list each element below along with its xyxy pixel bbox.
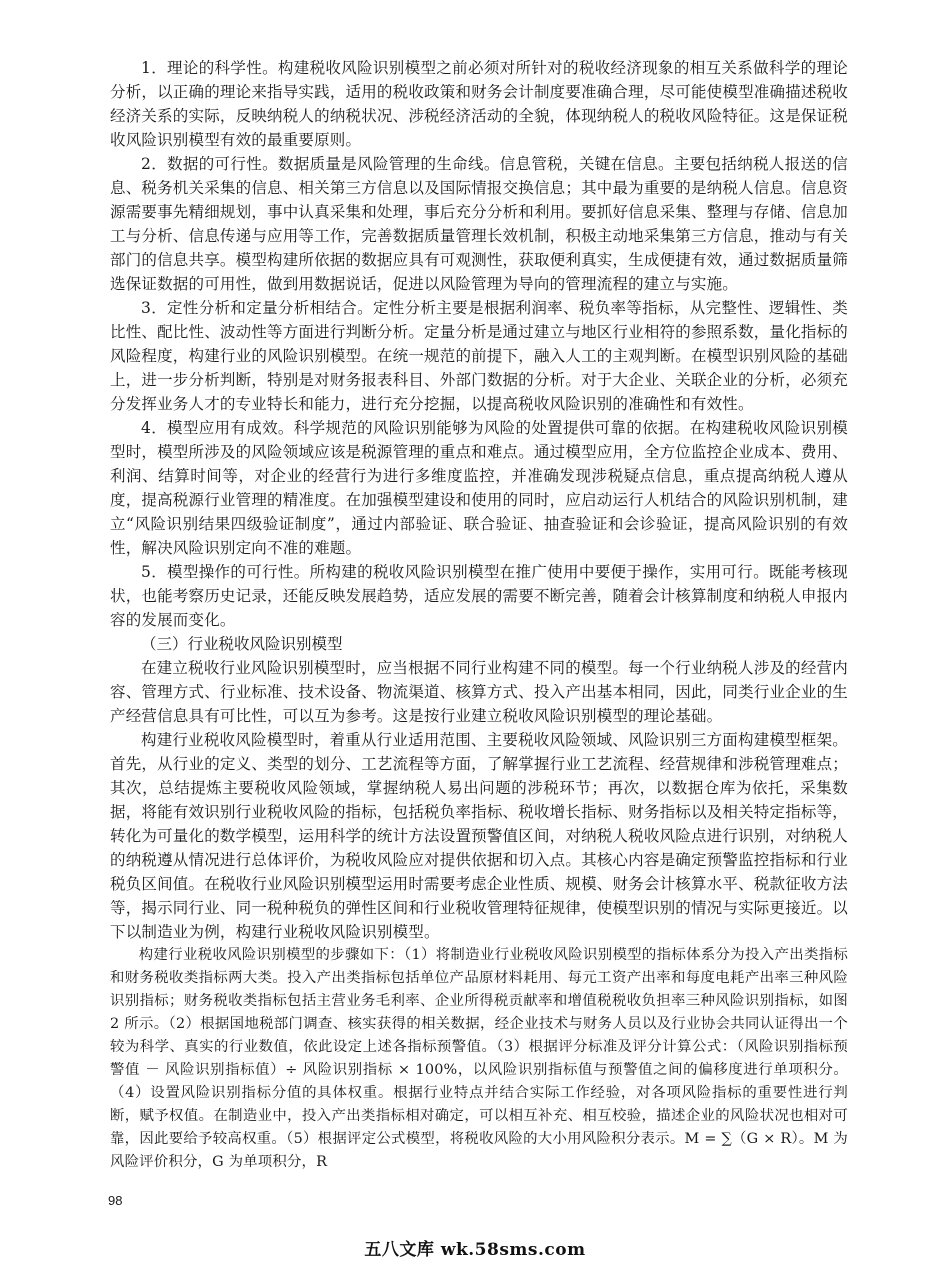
paragraph-industry-intro: 在建立税收行业风险识别模型时，应当根据不同行业构建不同的模型。每一个行业纳税人涉及的经营内容、管理方式、行业标准、技术设备、物流渠道、核算方式、投入产出基本相同，因此，同类行业企业的生产经营信息具有可比性，可以互为参考。这是按行业建立税收风险识别模型的理论基础。: [110, 659, 848, 725]
paragraph-principle-3: 3．定性分析和定量分析相结合。定性分析主要是根据利润率、税负率等指标，从完整性、逻辑性、类比性、配比性、波动性等方面进行判断分析。定量分析是通过建立与地区行业相符的参照系数，量化指标的风险程度，构建行业的风险识别模型。在统一规范的前提下，融入人工的主观判断。在模型识别风险的基础上，进一步分析判断，特别是对财务报表科目、外部门数据的分析。对于大企业、关联企业的分析，必须充分发挥业务人才的专业特长和能力，进行充分挖掘，以提高税收风险识别的准确性和有效性。: [110, 299, 848, 413]
paragraph-industry-steps: 构建行业税收风险识别模型的步骤如下：（1）将制造业行业税收风险识别模型的指标体系分为投入产出类指标和财务税收类指标两大类。投入产出类指标包括单位产品原材料耗用、每元工资产出率和每度电耗产出率三种风险识别指标；财务税收类指标包括主营业务毛利率、企业所得税贡献率和增值税税收负担率三种风险识别指标，如图 2 所示。（2）根据国地税部门调查、核实获得的相关数据，经企业技术与财务人员以及行业协会共同认证得出一个较为科学、真实的行业数值，依此设定上述各指标预警值。（3）根据评分标准及评分计算公式：（风险识别指标预警值 － 风险识别指标值）÷ 风险识别指标 × 100%，以风险识别指标值与预警值之间的偏移度进行单项积分。（4）设置风险识别指标分值的具体权重。根据行业特点并结合实际工作经验，对各项风险指标的重要性进行判断，赋予权值。在制造业中，投入产出类指标相对确定，可以相互补充、相互校验，描述企业的风险状况也相对可靠，因此要给予较高权重。（5）根据评定公式模型，将税收风险的大小用风险积分表示。M = ∑（G × R）。M 为风险评价积分，G 为单项积分，R: [110, 947, 848, 1170]
paragraph-principle-2: 2．数据的可行性。数据质量是风险管理的生命线。信息管税，关键在信息。主要包括纳税人报送的信息、税务机关采集的信息、相关第三方信息以及国际情报交换信息；其中最为重要的是纳税人信息。信息资源需要事先精细规划，事中认真采集和处理，事后充分分析和利用。要抓好信息采集、整理与存储、信息加工与分析、信息传递与应用等工作，完善数据质量管理长效机制，积极主动地采集第三方信息，推动与有关部门的信息共享。模型构建所依据的数据应具有可观测性，获取便利真实，生成便捷有效，通过数据质量筛选保证数据的可用性，做到用数据说话，促进以风险管理为导向的管理流程的建立与实施。: [110, 155, 848, 293]
paragraph-principle-5: 5．模型操作的可行性。所构建的税收风险识别模型在推广使用中要便于操作，实用可行。既能考核现状，也能考察历史记录，还能反映发展趋势，适应发展的需要不断完善，随着会计核算制度和纳税人申报内容的发展而变化。: [110, 563, 848, 629]
page-number: 98: [108, 1193, 123, 1208]
watermark-footer: 五八文库 wk.58sms.com: [364, 1240, 586, 1260]
paragraph-principle-4: 4．模型应用有成效。科学规范的风险识别能够为风险的处置提供可靠的依据。在构建税收风险识别模型时，模型所涉及的风险领域应该是税源管理的重点和难点。通过模型应用，全方位监控企业成本、费用、利润、结算时间等，对企业的经营行为进行多维度监控，并准确发现涉税疑点信息，重点提高纳税人遵从度，提高税源行业管理的精准度。在加强模型建设和使用的同时，应启动运行人机结合的风险识别机制，建立“风险识别结果四级验证制度”，通过内部验证、联合验证、抽查验证和会诊验证，提高风险识别的有效性，解决风险识别定向不准的难题。: [110, 419, 848, 557]
paragraph-principle-1: 1．理论的科学性。构建税收风险识别模型之前必须对所针对的税收经济现象的相互关系做科学的理论分析，以正确的理论来指导实践，适用的税收政策和财务会计制度要准确合理，尽可能使模型准确描述税收经济关系的实际，反映纳税人的纳税状况、涉税经济活动的全貌，体现纳税人的税收风险特征。这是保证税收风险识别模型有效的最重要原则。: [110, 59, 848, 149]
paragraph-industry-framework: 构建行业税收风险模型时，着重从行业适用范围、主要税收风险领域、风险识别三方面构建模型框架。首先，从行业的定义、类型的划分、工艺流程等方面，了解掌握行业工艺流程、经营规律和涉税管理难点；其次，总结提炼主要税收风险领域，掌握纳税人易出问题的涉税环节；再次，以数据仓库为依托，采集数据，将能有效识别行业税收风险的指标，包括税负率指标、税收增长指标、财务指标以及相关特定指标等，转化为可量化的数学模型，运用科学的统计方法设置预警值区间，对纳税人税收风险点进行识别，对纳税人的纳税遵从情况进行总体评价，为税收风险应对提供依据和切入点。其核心内容是确定预警监控指标和行业税负区间值。在税收行业风险识别模型运用时需要考虑企业性质、规模、财务会计核算水平、税款征收方法等，揭示同行业、同一税种税负的弹性区间和行业税收管理特征规律，使模型识别的情况与实际更接近。以下以制造业为例，构建行业税收风险识别模型。: [110, 731, 848, 941]
section-heading: （三）行业税收风险识别模型: [141, 635, 343, 653]
document-body: [110, 56, 848, 1174]
